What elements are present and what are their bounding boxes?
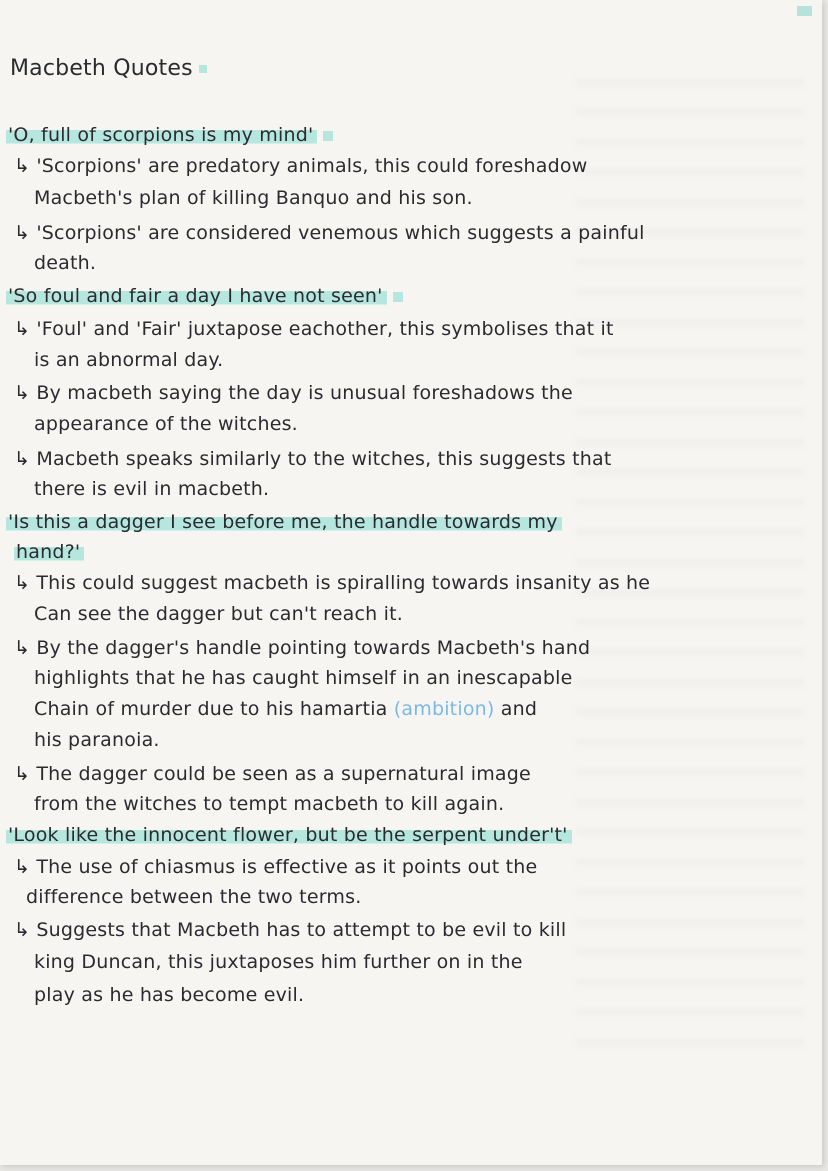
quote-3-point-2-line-3: Chain of murder due to his hamartia (ambition) and: [34, 698, 538, 720]
highlight-mark: [323, 131, 333, 141]
quote-2-point-2-line-1: ↳ By macbeth saying the day is unusual foreshadows the: [14, 382, 573, 404]
highlight-mark: [393, 292, 403, 302]
quote-1-point-1-line-2: Macbeth's plan of killing Banquo and his son.: [34, 187, 473, 209]
quote-1-point-2-line-2: death.: [34, 252, 97, 274]
quote-4: 'Look like the innocent flower, but be the serpent under't': [6, 824, 572, 846]
quote-3-point-1-line-2: Can see the dagger but can't reach it.: [34, 603, 403, 625]
quote-3-line-1: 'Is this a dagger I see before me, the handle towards my: [6, 511, 562, 533]
quote-4-point-2-line-3: play as he has become evil.: [34, 984, 305, 1006]
quote-3-point-3-line-2: from the witches to tempt macbeth to kill again.: [34, 793, 505, 815]
page-title: Macbeth Quotes: [10, 56, 207, 81]
bleed-through-text: [575, 60, 805, 1060]
quote-4-point-1-line-2: difference between the two terms.: [26, 886, 362, 908]
quote-4-point-2-line-2: king Duncan, this juxtaposes him further on in the: [34, 951, 523, 973]
corner-tab: [797, 6, 812, 16]
quote-2: 'So foul and fair a day I have not seen': [6, 285, 403, 307]
quote-3-line-2: hand?': [14, 541, 84, 563]
quote-1-point-2-line-1: ↳ 'Scorpions' are considered venemous which suggests a painful: [14, 222, 645, 244]
quote-2-point-2-line-2: appearance of the witches.: [34, 413, 298, 435]
quote-2-point-3-line-2: there is evil in macbeth.: [34, 478, 270, 500]
highlight-mark: [199, 65, 207, 73]
quote-4-point-2-line-1: ↳ Suggests that Macbeth has to attempt to be evil to kill: [14, 919, 567, 941]
quote-3-point-2-line-1: ↳ By the dagger's handle pointing towards Macbeth's hand: [14, 637, 591, 659]
quote-2-point-1-line-1: ↳ 'Foul' and 'Fair' juxtapose eachother, this symbolises that it: [14, 318, 614, 340]
ambition-annotation: (ambition): [393, 698, 495, 720]
quote-3-point-2-line-2: highlights that he has caught himself in an inescapable: [34, 667, 573, 689]
quote-3-point-1-line-1: ↳ This could suggest macbeth is spiralling towards insanity as he: [14, 572, 651, 594]
quote-4-point-1-line-1: ↳ The use of chiasmus is effective as it points out the: [14, 856, 538, 878]
quote-3-point-2-line-4: his paranoia.: [34, 729, 160, 751]
quote-1: 'O, full of scorpions is my mind': [6, 124, 333, 146]
quote-1-point-1-line-1: ↳ 'Scorpions' are predatory animals, this could foreshadow: [14, 155, 588, 177]
quote-3-point-3-line-1: ↳ The dagger could be seen as a supernatural image: [14, 763, 531, 785]
quote-2-point-1-line-2: is an abnormal day.: [34, 349, 224, 371]
quote-2-point-3-line-1: ↳ Macbeth speaks similarly to the witches, this suggests that: [14, 448, 612, 470]
